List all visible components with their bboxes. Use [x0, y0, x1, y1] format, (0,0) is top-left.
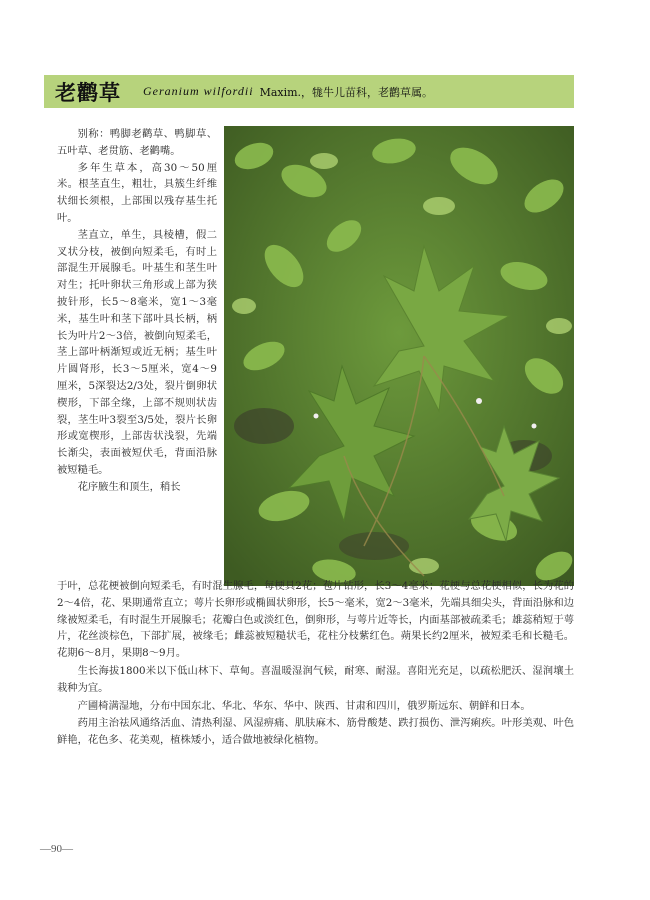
plant-photo: [224, 126, 574, 586]
paragraph-uses: 药用主治祛风通络活血、清热利湿、风湿痹痛、肌肤麻木、筋骨酸楚、跌打损伤、泄泻痢疾。叶形美观、叶色鲜艳，花色多、花美观，植株矮小，适合做地被绿化植物。: [57, 717, 574, 747]
title-bar: [44, 75, 574, 108]
page-number: —90—: [40, 843, 73, 855]
paragraph-inflorescence-cont: 于叶，总花梗被倒向短柔毛，有时混生腺毛，每梗具2花；苞片钻形，长3～4毫米；花梗与总花梗相似，长为花的2～4倍，花、果期通常直立；萼片长卵形或椭圆状卵形，长5～毫米，宽2～3毫米，先端具细尖头，背面沿脉和边缘被短柔毛，有时混生开展腺毛；花瓣白色或淡红色，倒卵形，与萼片近等长，内面基部被疏柔毛；雄蕊稍短于萼片，花丝淡棕色，下部扩展，被缘毛；雌蕊被短糙状毛，花柱分枝紫红色。蒴果长约2厘米，被短柔毛和长糙毛。花期6～8月，果期8～9月。: [57, 580, 574, 660]
paragraph-habitat: 生长海拔1800米以下低山林下、草甸。喜温暖湿润气候，耐寒、耐湿。喜阳光充足，以疏松肥沃、湿润壤土栽种为宜。: [57, 664, 574, 694]
author-family: Maxim.，牻牛儿苗科，老鹳草属。: [259, 85, 434, 99]
paragraph-stem-leaf: 茎直立，单生，具棱槽，假二叉状分枝，被倒向短柔毛，有时上部混生开展腺毛。叶基生和茎生叶对生；托叶卵状三角形或上部为狭披针形，长5～8毫米，宽1～3毫米，基生叶和茎下部叶具长柄，柄长为叶片2～3倍，被倒向短柔毛，茎上部叶柄渐短或近无柄；基生叶片圆肾形，长3～5厘米，宽4～9厘米，5深裂达2/3处，裂片倒卵状楔形，下部全缘，上部不规则状齿裂，茎生叶3裂至3/5处，裂片长卵形或宽楔形，上部齿状浅裂，先端长渐尖，表面被短伏毛，背面沿脉被短糙毛。: [57, 228, 217, 476]
plant-photo-image: [224, 126, 574, 586]
paragraph-aliases: 别称：鸭脚老鹳草、鸭脚草、五叶草、老贯筋、老鹳嘴。: [57, 128, 217, 157]
plant-title: 老鹳草: [55, 80, 121, 105]
full-width-text: [57, 578, 574, 749]
latin-name: Geranium wilfordii: [143, 84, 254, 98]
paragraph-inflorescence-start: 花序腋生和顶生，稍长: [77, 480, 181, 493]
left-column-text: [57, 126, 217, 496]
paragraph-distribution: 产圃椅满湿地，分布中国东北、华北、华东、华中、陕西、甘肃和四川，俄罗斯远东、朝鲜和日本。: [77, 699, 531, 712]
paragraph-description: 多年生草本，高30～50厘米。根茎直生，粗壮，具簇生纤维状细长须根，上部围以残存基生托叶。: [57, 161, 217, 224]
